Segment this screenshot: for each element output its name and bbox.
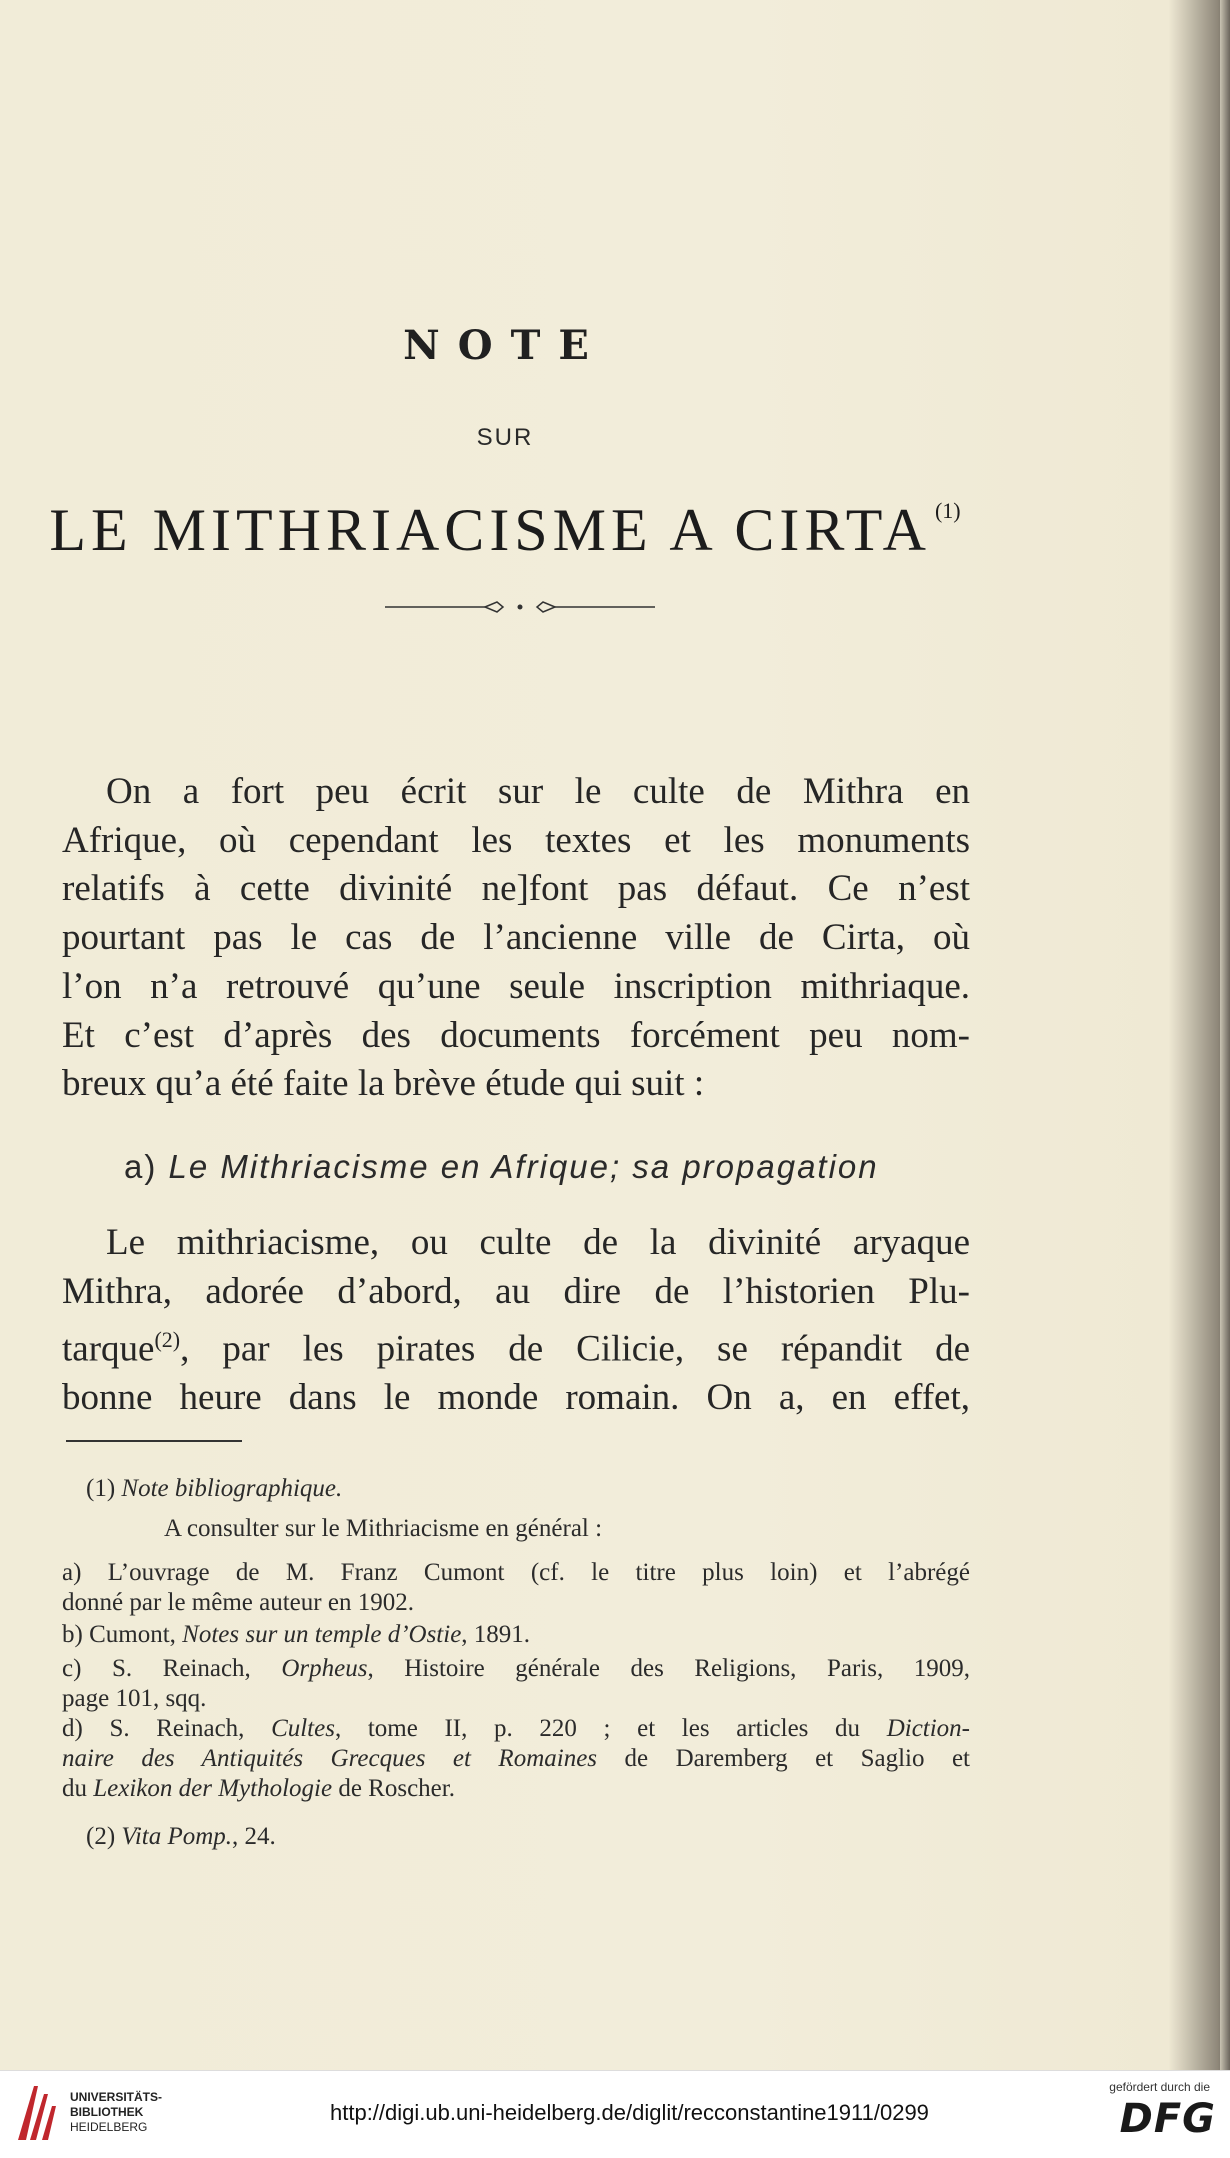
text-fragment: tarque [62,1328,155,1370]
text-line: page 101, sqq. [62,1685,207,1712]
work-title: naire des Antiquités Grecques et Romaines [62,1745,598,1772]
title-note: NOTE [403,322,607,369]
work-title: Lexikon der Mythologie [93,1775,333,1802]
text-line: Mithra, adorée d’abord, au dire de l’historien Plu- [62,1270,970,1312]
work-title: Cultes [271,1715,335,1742]
footnote-rule [66,1440,242,1442]
title-main-text: LE MITHRIACISME A CIRTA [49,497,931,563]
text-fragment: de Daremberg et Saglio et [597,1745,971,1772]
title-sur: SUR [476,424,534,451]
text-line: Le mithriacisme, ou culte de la divinité aryaque [106,1222,970,1263]
section-subheading [124,1148,879,1186]
text-fragment: , 24. [232,1823,276,1850]
work-title: Orpheus [281,1655,368,1682]
library-name-line: HEIDELBERG [70,2120,148,2134]
text-line: breux qu’a été faite la brève étude qui suit : [62,1063,705,1105]
text-line: l’on n’a retrouvé qu’une seule inscription mithriaque. [62,965,970,1007]
footnote-b [62,1620,970,1650]
title-footnote-ref: (1) [934,498,961,523]
library-logo-icon[interactable] [14,2080,58,2144]
ornament-divider [385,598,655,616]
text-line [62,1774,970,1804]
text-line: Et c’est d’après des documents forcément peu nom- [62,1014,970,1056]
title-main [0,496,1010,565]
subheading-text: Le Mithriacisme en Afrique; sa propagation [168,1148,879,1185]
text-fragment: de Roscher. [332,1775,455,1802]
footnote-title: Note bibliographique. [121,1475,343,1502]
text-fragment: d) S. Reinach, [62,1715,272,1742]
footnote-a [62,1558,970,1618]
text-fragment: , par les pirates de Cilicie, se répandit de [180,1328,970,1370]
paragraph-propagation [62,1219,970,1423]
text-line: Afrique, où cependant les textes et les monuments [62,819,970,861]
text-line [62,1714,970,1744]
work-title: Diction- [886,1715,971,1742]
footnote-c [62,1654,970,1714]
text-line [62,1316,970,1374]
library-name-line: UNIVERSITÄTS- [70,2090,163,2104]
footnote-2 [86,1822,994,1852]
footnote-d [62,1714,970,1804]
text-fragment: c) S. Reinach, [62,1655,282,1682]
footnote-consult: A consulter sur le Mithriacisme en général : [164,1515,603,1542]
funding-label: gefördert durch die [1109,2080,1210,2094]
text-fragment: , 1891. [461,1621,531,1648]
page-url-link[interactable]: http://digi.ub.uni-heidelberg.de/diglit/recconstantine1911/0299 [330,2100,929,2125]
work-title: Vita Pomp. [121,1823,233,1850]
text-line: a) L’ouvrage de M. Franz Cumont (cf. le titre plus loin) et l’abrégé [62,1559,970,1586]
text-line: On a fort peu écrit sur le culte de Mithra en [106,771,970,812]
text-line: donné par le même auteur en 1902. [62,1589,414,1616]
text-fragment: , Histoire générale des Religions, Paris, 1909, [367,1655,970,1682]
text-line [62,1744,970,1774]
text-line: relatifs à cette divinité ne]font pas défaut. Ce n’est [62,868,970,910]
page-edge-shadow [1220,0,1230,2070]
footnote-number: (2) [86,1823,116,1850]
text-fragment: , tome II, p. 220 ; et les articles du [334,1715,887,1742]
footnote-ref: (2) [154,1327,181,1353]
text-line: pourtant pas le cas de l’ancienne ville de Cirta, où [62,917,970,959]
paragraph-intro [62,768,970,1109]
footnote-number: (1) [86,1475,116,1502]
text-fragment: b) Cumont, [62,1621,183,1648]
library-name[interactable] [70,2090,162,2135]
footnote-1 [86,1474,994,1504]
dfg-logo[interactable]: DFG [1119,2096,1216,2142]
text-line: bonne heure dans le monde romain. On a, en effet, [62,1377,970,1419]
work-title: Notes sur un temple d’Ostie [182,1621,462,1648]
text-fragment: du [62,1775,94,1802]
text-line [62,1654,970,1684]
subheading-label: a) [124,1148,158,1185]
library-name-line: BIBLIOTHEK [70,2105,144,2119]
